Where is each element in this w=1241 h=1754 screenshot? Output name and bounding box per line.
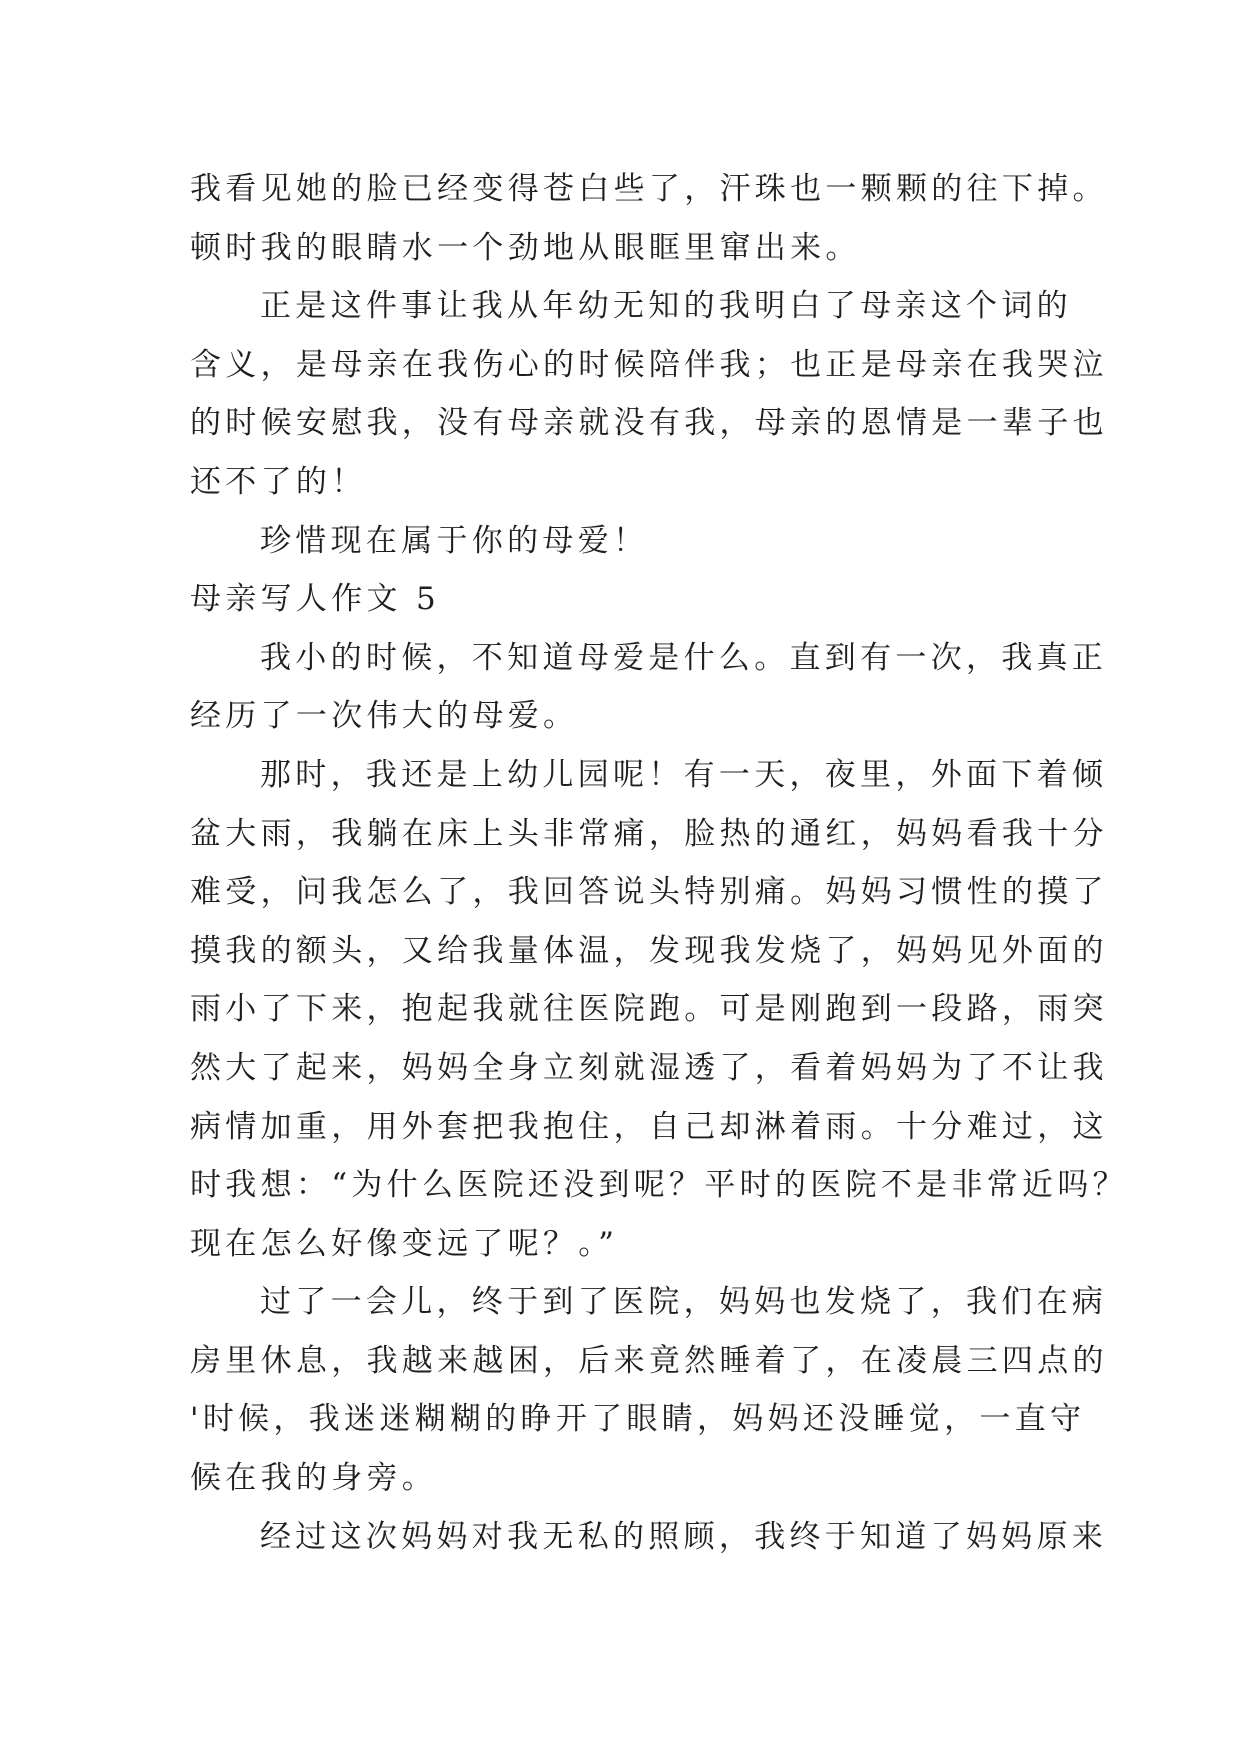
text-line: 过了一会儿，终于到了医院，妈妈也发烧了，我们在病 (260, 1284, 1108, 1321)
text-line: 病情加重，用外套把我抱住，自己却淋着雨。十分难过，这 (190, 1108, 1108, 1145)
text-line: 那时，我还是上幼儿园呢！有一天，夜里，外面下着倾 (260, 756, 1108, 793)
text-line: 珍惜现在属于你的母爱！ (260, 522, 649, 559)
text-line: 我看见她的脸已经变得苍白些了，汗珠也一颗颗的往下掉。 (190, 171, 1108, 207)
text-line: 含义，是母亲在我伤心的时候陪伴我；也正是母亲在我哭泣 (190, 346, 1108, 383)
text-line: 还不了的！ (190, 463, 367, 500)
text-line: 然大了起来，妈妈全身立刻就湿透了，看着妈妈为了不让我 (190, 1049, 1108, 1086)
text-line: 母亲写人作文 5 (190, 581, 440, 618)
text-line: 雨小了下来，抱起我就往医院跑。可是刚跑到一段路，雨突 (190, 991, 1108, 1028)
text-line: 我小的时候，不知道母爱是什么。直到有一次，我真正 (260, 639, 1108, 676)
text-line: 房里休息，我越来越困，后来竟然睡着了，在凌晨三四点的 (190, 1342, 1108, 1379)
text-line: 候在我的身旁。 (190, 1460, 438, 1497)
text-line: 顿时我的眼睛水一个劲地从眼眶里窜出来。 (190, 229, 861, 266)
text-line: 经过这次妈妈对我无私的照顾，我终于知道了妈妈原来 (260, 1518, 1108, 1555)
text-line: 现在怎么好像变远了呢？。” (190, 1225, 619, 1262)
text-line: 的时候安慰我，没有母亲就没有我，母亲的恩情是一辈子也 (190, 405, 1108, 442)
text-line: 时我想：“为什么医院还没到呢？平时的医院不是非常近吗？ (190, 1167, 1128, 1204)
text-line: 盆大雨，我躺在床上头非常痛，脸热的通红，妈妈看我十分 (190, 815, 1108, 852)
text-line: 经历了一次伟大的母爱。 (190, 698, 579, 735)
text-line: 难受，问我怎么了，我回答说头特别痛。妈妈习惯性的摸了 (190, 874, 1108, 911)
text-line: 摸我的额头，又给我量体温，发现我发烧了，妈妈见外面的 (190, 932, 1108, 969)
text-line: 正是这件事让我从年幼无知的我明白了母亲这个词的 (260, 288, 1072, 325)
text-line: '时候，我迷迷糊糊的睁开了眼睛，妈妈还没睡觉，一直守 (190, 1401, 1086, 1438)
document-body (190, 160, 1128, 1566)
